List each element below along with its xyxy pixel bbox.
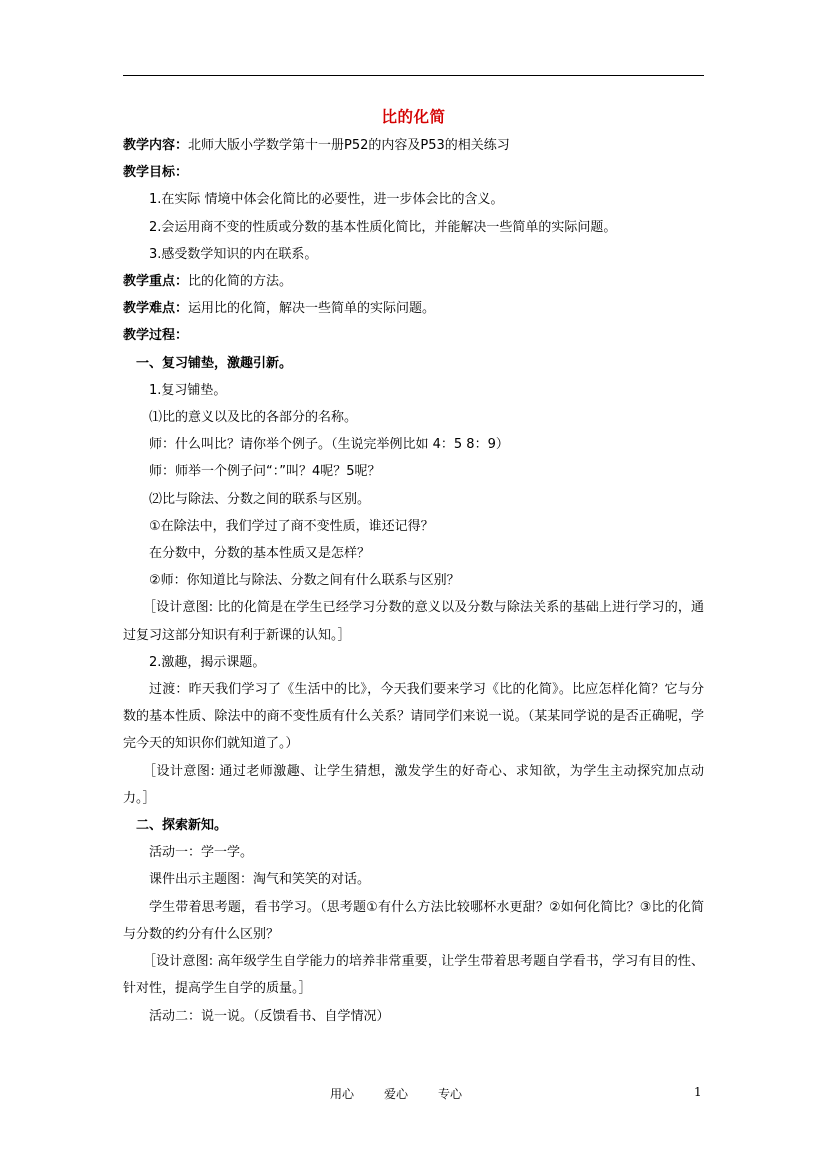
difficulty-label: 教学难点： [123,301,189,317]
design-intent-1: ［设计意图: 比的化简是在学生已经学习分数的意义以及分数与除法关系的基础上进行学习的，通过复习这部分知识有利于新课的认知。］ [123,600,704,643]
activity2: 活动二：说一说。（反馈看书、自学情况） [149,1008,390,1024]
footer-item: 爱心 [384,1087,409,1101]
process-heading: 教学过程： [123,328,189,344]
content-label: 教学内容： [123,138,189,153]
design-intent-2: ［设计意图: 通过老师激趣、让学生猜想，激发学生的好奇心、求知欲，为学生主动探究加点动力。］ [123,763,704,806]
section1-line: 1.复习铺垫。 [149,382,227,398]
difficulty-value: 运用比的化简，解决一些简单的实际问题。 [188,301,436,317]
footer-item: 用心 [330,1087,355,1101]
key-point-label: 教学重点： [123,274,189,290]
content-line [123,132,704,159]
section1-line: ②师：你知道比与除法、分数之间有什么联系与区别？ [149,573,460,589]
document-title: 比的化简 [381,108,446,126]
section1-line: ①在除法中，我们学过了商不变性质，谁还记得？ [149,518,434,534]
courseware-line: 课件出示主题图：淘气和笑笑的对话。 [149,872,371,888]
header-rule [123,75,704,76]
section1-line: 师：什么叫比？请你举个例子。（生说完举例比如 4：5 8：9） [149,437,509,453]
footer-item: 专心 [438,1087,463,1101]
page-number: 1 [694,1085,702,1099]
goal-item-3: 3.感受数学知识的内在联系。 [149,246,318,262]
section1-line: ⑴比的意义以及比的各部分的名称。 [149,410,358,426]
goals-heading: 教学目标： [123,165,189,181]
key-point-value: 比的化简的方法。 [188,274,293,290]
key-point-line [123,268,704,295]
section1-line: 师：师举一个例子问“：”叫？4呢？5呢？ [149,464,381,480]
footer-motto [330,1085,492,1102]
section1-heading: 一、复习铺垫，激趣引新。 [136,355,293,371]
activity1: 活动一：学一学。 [149,845,254,861]
design-intent-3: ［设计意图: 高年级学生自学能力的培养非常重要，让学生带着思考题自学看书，学习有目的性、针对性，提高学生自学的质量。］ [123,954,704,997]
goal-item-1: 1.在实际 情境中体会化简比的必要性，进一步体会比的含义。 [149,192,504,208]
section1-line: ⑵比与除法、分数之间的联系与区别。 [149,491,371,507]
transition-paragraph: 过渡：昨天我们学习了《生活中的比》，今天我们要来学习《比的化简》。比应怎样化简？它与分数的基本性质、除法中的商不变性质有什么关系？请同学们来说一说。（某某同学说的是否正确呢，学完今天的知识你们就知道了。） [123,682,704,752]
section2-heading: 二、探索新知。 [136,818,228,834]
difficulty-line [123,295,704,322]
section1-sub2: 2.激趣，揭示课题。 [149,654,266,670]
document-body [123,132,704,1030]
goal-item-2: 2.会运用商不变的性质或分数的基本性质化简比，并能解决一些简单的实际问题。 [149,219,617,235]
content-value: 北师大版小学数学第十一册P52的内容及P53的相关练习 [188,138,510,153]
study-paragraph: 学生带着思考题，看书学习。（思考题①有什么方法比较哪杯水更甜？②如何化简比？③比的化简与分数的约分有什么区别？ [123,899,704,942]
section1-line: 在分数中，分数的基本性质又是怎样？ [149,546,371,562]
